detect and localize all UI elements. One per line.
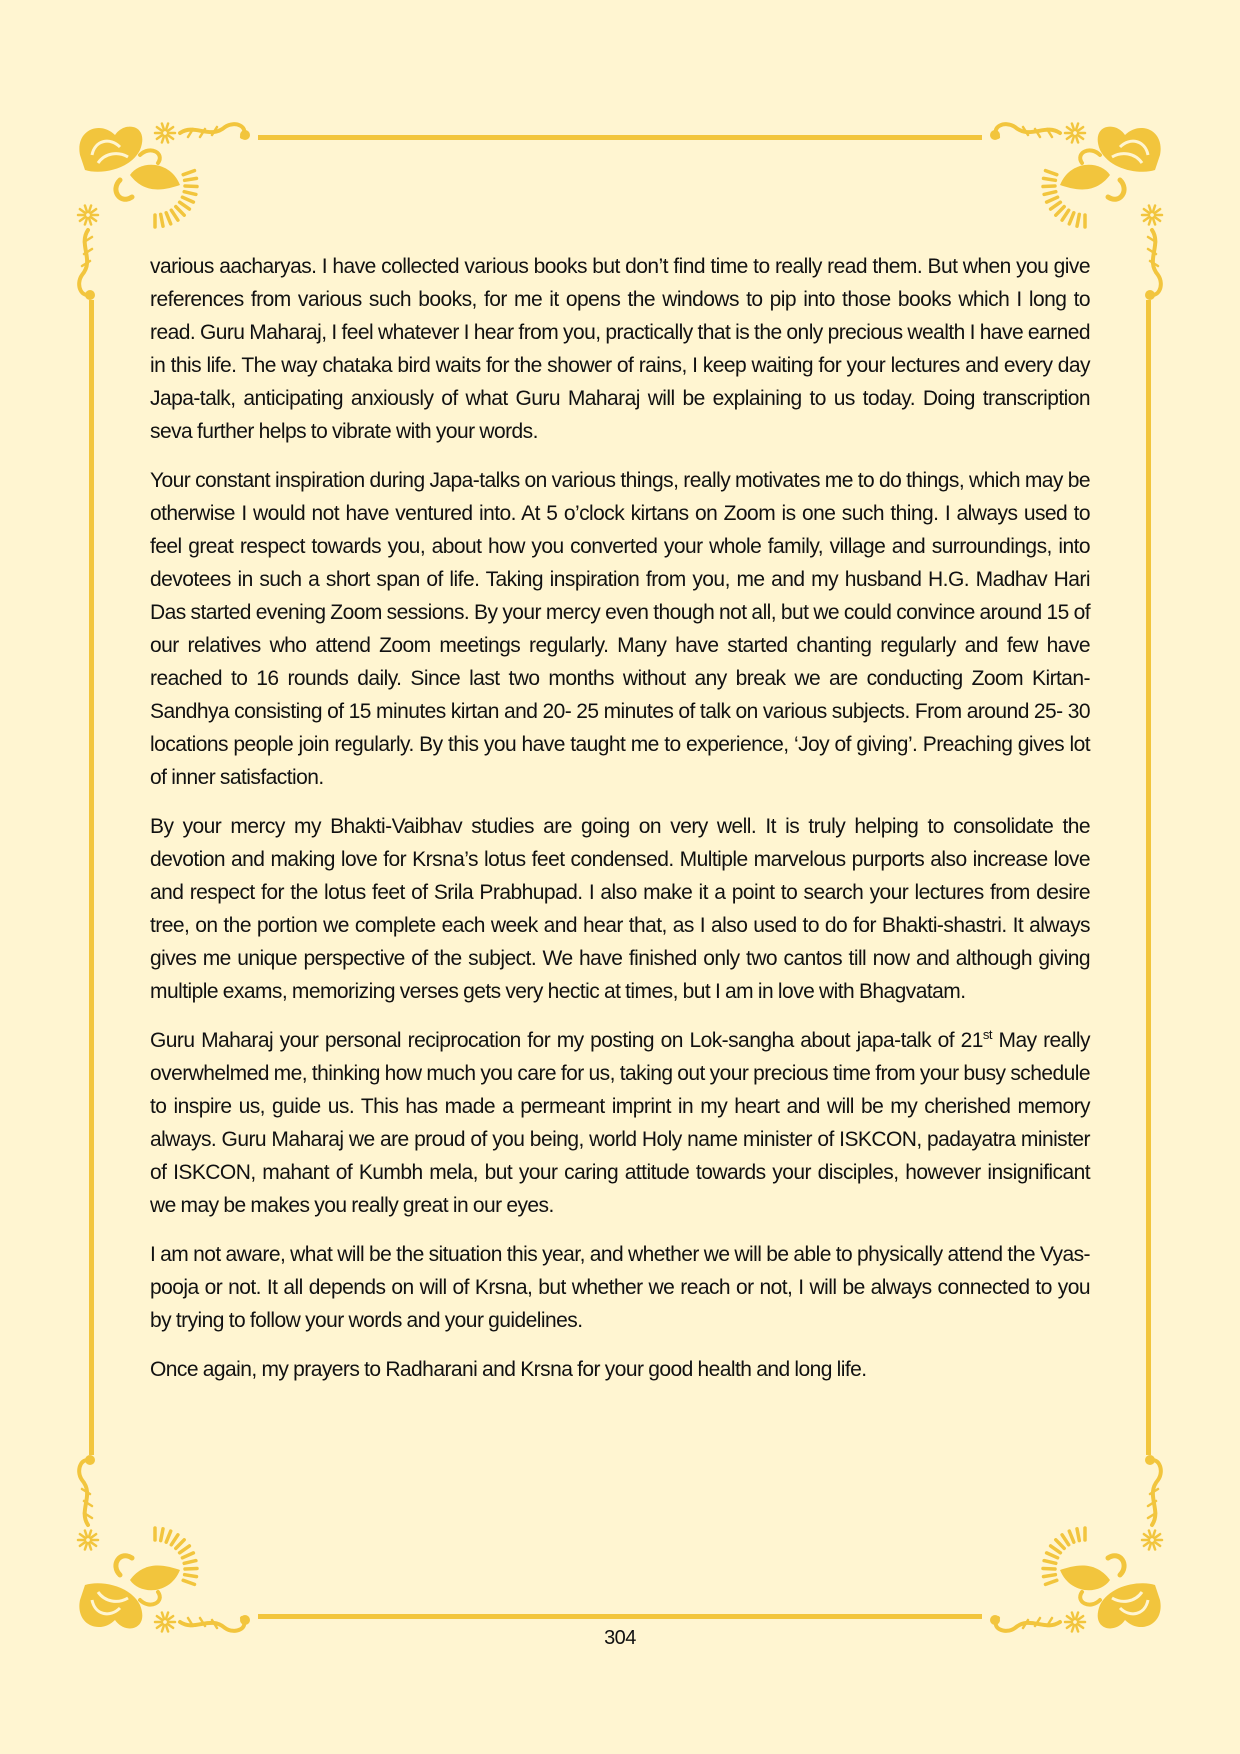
border-left-line	[89, 300, 94, 1455]
paragraph	[150, 1024, 1090, 1222]
ordinal-superscript: st	[982, 1027, 992, 1042]
paragraph: various aacharyas. I have collected various books but don’t find time to really read them. But when you give references from various such books, for me it opens the windows to pip into those books which I long to read. Guru Maharaj, I feel whatever I hear from you, practically that is the only precious wealth I have earned in this life. The way chataka bird waits for the shower of rains, I keep waiting for your lectures and every day Japa-talk, anticipating anxiously of what Guru Maharaj will be explaining to us today. Doing transcription seva further helps to vibrate with your words.	[150, 255, 1090, 443]
paragraph: Your constant inspiration during Japa-talks on various things, really motivates me to do things, which may be otherwise I would not have ventured into. At 5 o’clock kirtans on Zoom is one such thing. I always used to feel great respect towards you, about how you converted your whole family, village and surroundings, into devotees in such a short span of life. Taking inspiration from you, me and my husband H.G. Madhav Hari Das started evening Zoom sessions. By your mercy even though not all, but we could convince around 15 of our relatives who attend Zoom meetings regularly. Many have started chanting regularly and few have reached to 16 rounds daily. Since last two months without any break we are conducting Zoom Kirtan-Sandhya consisting of 15 minutes kirtan and 20- 25 minutes of talk on various subjects. From around 25- 30 locations people join regularly. By this you have taught me to experience, ‘Joy of giving’. Preaching gives lot of inner satisfaction.	[150, 469, 1090, 789]
page-number: 304	[604, 1627, 636, 1649]
paragraph: I am not aware, what will be the situation this year, and whether we will be able to physically attend the Vyas-pooja or not. It all depends on will of Krsna, but whether we reach or not, I will be always connected to you by trying to follow your words and your guidelines.	[150, 1243, 1090, 1332]
paragraph: Once again, my prayers to Radharani and Krsna for your good health and long life.	[150, 1358, 867, 1381]
paragraph: By your mercy my Bhakti-Vaibhav studies are going on very well. It is truly helping to consolidate the devotion and making love for Krsna’s lotus feet condensed. Multiple marvelous purports also increase love and respect for the lotus feet of Srila Prabhupad. I also make it a point to search your lectures from desire tree, on the portion we complete each week and hear that, as I also used to do for Bhakti-shastri. It always gives me unique perspective of the subject. We have finished only two cantos till now and although giving multiple exams, memorizing verses gets very hectic at times, but I am in love with Bhagvatam.	[150, 815, 1090, 1003]
document-body	[150, 250, 1090, 1402]
corner-ornament-bottom-left-icon	[70, 1440, 270, 1640]
paragraph-text-after: May really overwhelmed me, thinking how much you care for us, taking out your precious time from your busy schedule to inspire us, guide us. This has made a permeant imprint in my heart and will be my cherished memory always. Guru Maharaj we are proud of you being, world Holy name minister of ISKCON, padayatra minister of ISKCON, mahant of Kumbh mela, but your caring attitude towards your disciples, however insignificant we may be makes you really great in our eyes.	[150, 1029, 1090, 1217]
border-top-line	[258, 135, 982, 140]
corner-ornament-bottom-right-icon	[970, 1440, 1170, 1640]
border-right-line	[1146, 300, 1151, 1455]
paragraph-text-before: Guru Maharaj your personal reciprocation for my posting on Lok-sangha about japa-talk of 21	[150, 1029, 983, 1052]
border-bottom-line	[258, 1614, 982, 1619]
